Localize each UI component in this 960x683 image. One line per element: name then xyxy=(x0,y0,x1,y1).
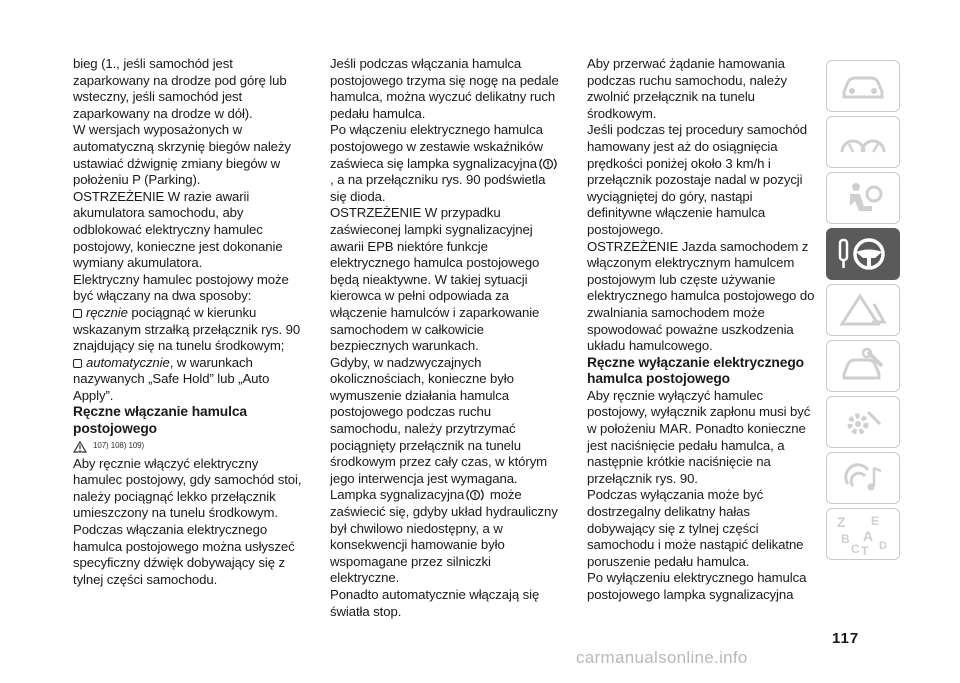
wrench-car-icon xyxy=(838,348,888,384)
tab-driving[interactable] xyxy=(826,228,900,280)
section-heading: Ręczne wyłączanie elektrycznego hamulca postojowego xyxy=(587,354,804,387)
paragraph: Jeśli podczas włączania hamulca postojowego trzyma się nogę na pedale hamulca, można wyczuć delikatny ruch pedału hamulca. xyxy=(330,56,559,121)
alphabet-index-icon xyxy=(833,511,893,557)
index-letter: Z xyxy=(837,514,846,530)
tab-index[interactable] xyxy=(826,508,900,560)
bullet-item: automatycznie, w warunkach nazywanych „Safe Hold” lub „Auto Apply”. xyxy=(73,354,270,403)
warning-references: 107) 108) 109) xyxy=(73,438,303,456)
paragraph: W wersjach wyposażonych w automatyczną skrzynię biegów należy ustawiać dźwignię zmiany biegów w położeniu P (Parking). xyxy=(73,122,291,188)
paragraph: Po wyłączeniu elektrycznego hamulca postojowego lampka sygnalizacyjna xyxy=(587,570,807,602)
paragraph: Ponadto automatycznie włączają się światła stop. xyxy=(330,587,540,619)
tab-car[interactable] xyxy=(826,60,900,112)
warning-triangle-icon xyxy=(838,292,888,328)
multimedia-music-icon xyxy=(838,460,888,496)
index-letter: E xyxy=(871,514,880,528)
parking-brake-warning-icon xyxy=(539,157,557,171)
tab-dashboard[interactable] xyxy=(826,116,900,168)
watermark-footer: carmanualsonline.info xyxy=(576,648,748,667)
bullet-icon xyxy=(73,309,82,318)
steering-wheel-key-icon xyxy=(835,235,891,273)
section-heading: Ręczne włączanie hamulca postojowego xyxy=(73,404,247,437)
tab-multimedia[interactable] xyxy=(826,452,900,504)
index-letter: C xyxy=(851,542,860,556)
paragraph: Podczas włączania elektrycznego hamulca postojowego można usłyszeć specyficzny dźwięk dobywający się z tylnej części samochodu. xyxy=(73,522,295,587)
text-column-2 xyxy=(330,56,560,620)
bullet-item: ręcznie pociągnąć w kierunku wskazanym strzałką przełącznik rys. 90 znajdujący się na tunelu środkowym; xyxy=(73,304,301,354)
index-letter: B xyxy=(841,532,850,546)
airbag-safety-icon xyxy=(838,180,888,216)
car-icon xyxy=(838,70,888,102)
tab-safety[interactable] xyxy=(826,172,900,224)
paragraph: Aby ręcznie wyłączyć hamulec postojowy, wyłącznik zapłonu musi być w położeniu MAR. Ponadto konieczne jest naciśnięcie pedału hamulca, a następnie krótkie naciśnięcie na przełącznik rys. 90. xyxy=(587,387,811,486)
paragraph: OSTRZEŻENIE W razie awarii akumulatora samochodu, aby odblokować elektryczny hamulec postojowy, konieczne jest dokonanie wymiany akumulatora. xyxy=(73,188,283,271)
parking-brake-warning-icon xyxy=(466,488,484,502)
tab-emergency[interactable] xyxy=(826,284,900,336)
paragraph: Lampka sygnalizacyjna może zaświecić się, gdyby układ hydrauliczny był chwilowo niedostępny, a w konsekwencji hamowanie było wspomagane przez silniczki elektryczne. xyxy=(330,487,558,586)
text-column-3 xyxy=(587,56,817,604)
paragraph: bieg (1., jeśli samochód jest zaparkowany na drodze pod górę lub wsteczny, jeśli samochód jest zaparkowany na drodze w dół). xyxy=(73,56,287,121)
gear-service-icon xyxy=(838,404,888,440)
dashboard-gauge-icon xyxy=(838,126,888,158)
chapter-tabs xyxy=(826,60,900,564)
index-letter: A xyxy=(863,528,874,544)
paragraph: Po włączeniu elektrycznego hamulca postojowego w zestawie wskaźników zaświeca się lampka sygnalizacyjna, a na przełączniku rys. 90 podświetla się dioda. xyxy=(330,122,560,205)
paragraph: Gdyby, w nadzwyczajnych okolicznościach, konieczne było wymuszenie działania hamulca postojowego podczas ruchu samochodu, należy przytrzymać pociągnięty przełącznik na tunelu środkowym przez cały czas, w którym jego interwencja jest wymagana. xyxy=(330,354,548,486)
page-number: 117 xyxy=(832,630,860,647)
index-letter: D xyxy=(879,540,887,552)
paragraph: Elektryczny hamulec postojowy może być włączany na dwa sposoby: xyxy=(73,271,289,304)
paragraph: Aby przerwać żądanie hamowania podczas ruchu samochodu, należy zwolnić przełącznik na tunelu środkowym. xyxy=(587,56,787,121)
tab-technical-data[interactable] xyxy=(826,396,900,448)
paragraph: Aby ręcznie włączyć elektryczny hamulec postojowy, gdy samochód stoi, należy pociągnąć lekko przełącznik umieszczony na tunelu środkowym. xyxy=(73,455,302,521)
tab-maintenance[interactable] xyxy=(826,340,900,392)
paragraph: OSTRZEŻENIE W przypadku zaświeconej lampki sygnalizacyjnej awarii EPB niektóre funkcje elektrycznego hamulca postojowego będą nieaktywne. W takiej sytuacji kierowca w pełni odpowiada za włączenie hamulców i zaparkowanie samochodem w całkowicie bezpiecznych warunkach. xyxy=(330,205,540,354)
paragraph: OSTRZEŻENIE Jazda samochodem z włączonym elektrycznym hamulcem postojowym lub częste używanie elektrycznego hamulca postojowego do zwalniania samochodem może spowodować poważne uszkodzenia układu hamulcowego. xyxy=(587,238,815,354)
text-column-1 xyxy=(73,56,303,588)
paragraph: Podczas wyłączania może być dostrzegalny delikatny hałas dobywający się z tylnej części samochodu i może nastąpić delikatne poruszenie pedału hamulca. xyxy=(587,487,804,569)
paragraph: Jeśli podczas tej procedury samochód hamowany jest aż do osiągnięcia prędkości poniżej około 3 km/h i przełącznik pozostaje nadal w pozycji wyciągniętej do góry, nastąpi definitywne włączenie hamulca postojowego. xyxy=(587,122,807,237)
warning-triangle-icon xyxy=(73,441,87,453)
index-letter: T xyxy=(861,544,869,557)
bullet-icon xyxy=(73,359,82,368)
